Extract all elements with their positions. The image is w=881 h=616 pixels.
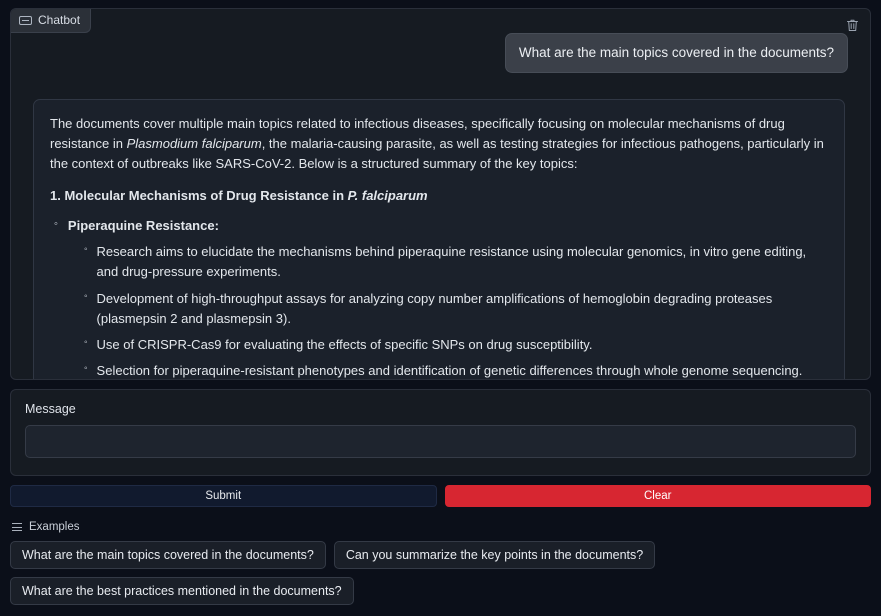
bot-intro-part2: , the malaria-causing parasite, as well as testing strategies for infectious pathogens, particularly in the context of outbreaks like SARS-CoV-2. Below is a structured summary of the key topics:	[50, 135, 824, 171]
bot-intro-paragraph	[50, 114, 828, 174]
example-chip[interactable]: What are the best practices mentioned in the documents?	[10, 577, 354, 605]
chat-panel	[10, 8, 871, 380]
message-input[interactable]	[25, 425, 856, 458]
list-icon	[12, 523, 22, 531]
examples-row	[10, 577, 871, 605]
user-message-row	[33, 33, 848, 73]
clear-button[interactable]: Clear	[445, 485, 872, 507]
message-list	[11, 9, 870, 379]
action-button-row	[10, 485, 871, 507]
bot-bullet-text: Research aims to elucidate the mechanisms behind piperaquine resistance using molecular genomics, in vitro gene editing, and drug-pressure experiments.	[96, 244, 807, 280]
bot-intro-italic: Plasmodium falciparum	[126, 135, 262, 151]
examples-header	[10, 521, 871, 533]
bot-subheading-label: Piperaquine Resistance:	[67, 218, 219, 234]
submit-button[interactable]: Submit	[10, 485, 437, 507]
bot-bullet-text: Use of CRISPR-Cas9 for evaluating the effects of specific SNPs on drug susceptibility.	[96, 336, 593, 352]
bot-intro-part1: The documents cover multiple main topics related to infectious diseases, specifically focusing on molecular mechanisms of drug resistance in	[50, 115, 785, 151]
examples-header-label: Examples	[29, 521, 80, 533]
circle-bullet-icon: ◦	[84, 290, 88, 302]
circle-bullet-icon: ◦	[84, 244, 88, 256]
user-message-bubble: What are the main topics covered in the documents?	[505, 33, 848, 73]
examples-row	[10, 541, 871, 569]
chatbot-tab-label: Chatbot	[38, 13, 81, 27]
bot-subheading-item	[50, 216, 828, 236]
bot-bullet-text: Selection for piperaquine-resistant phenotypes and identification of genetic differences through whole genome sequencing.	[96, 362, 803, 378]
example-chip[interactable]: Can you summarize the key points in the documents?	[334, 541, 655, 569]
trash-icon	[846, 18, 859, 32]
circle-bullet-icon: ◦	[84, 362, 88, 374]
clear-chat-button[interactable]	[842, 15, 862, 35]
circle-bullet-icon: ◦	[54, 218, 58, 231]
bot-bullet-item	[50, 361, 828, 379]
bot-heading-1-italic: P. falciparum	[347, 187, 428, 203]
examples-list	[10, 541, 871, 605]
bot-bullet-item	[50, 335, 828, 355]
bot-bullet-text: Development of high-throughput assays for analyzing copy number amplifications of hemoglobin degrading proteases (plasmepsin 2 and plasmepsin 3).	[96, 290, 773, 326]
bot-bullet-item	[50, 289, 828, 329]
bot-message-bubble	[33, 99, 845, 379]
chatbot-tab[interactable]	[11, 9, 91, 33]
circle-bullet-icon: ◦	[84, 336, 88, 348]
bot-heading-1	[50, 186, 828, 206]
message-input-block	[10, 389, 871, 476]
chat-bubble-icon	[19, 16, 32, 25]
message-label: Message	[25, 402, 76, 416]
bot-heading-1-text: 1. Molecular Mechanisms of Drug Resistance in	[50, 187, 348, 203]
bot-bullet-item	[50, 242, 828, 282]
example-chip[interactable]: What are the main topics covered in the documents?	[10, 541, 326, 569]
